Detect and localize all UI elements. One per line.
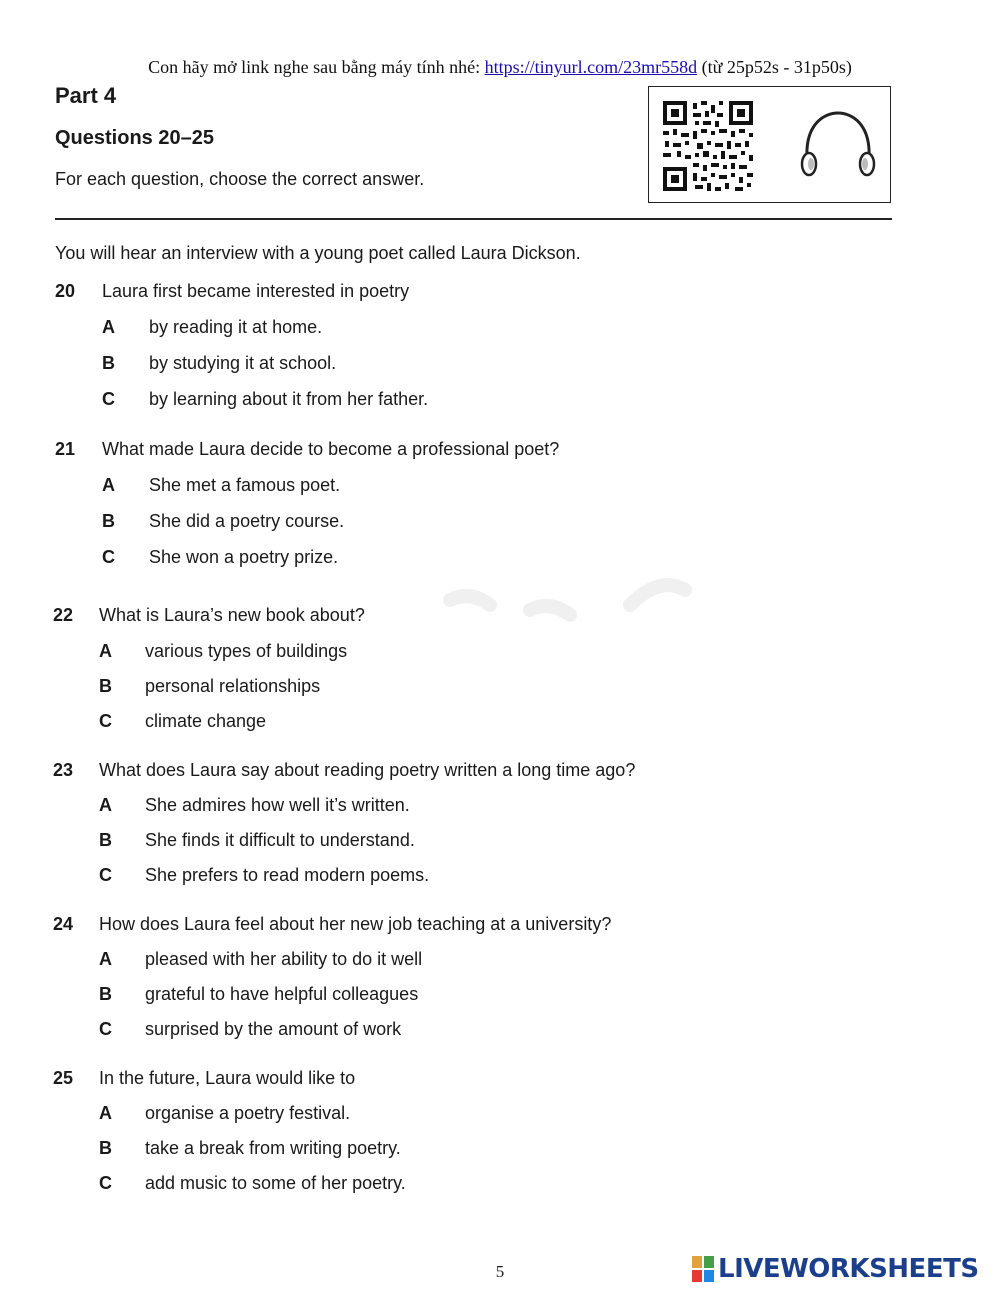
option-letter: C	[102, 389, 115, 409]
instruction-line	[0, 57, 1000, 78]
option-text: add music to some of her poetry.	[145, 1173, 406, 1193]
question-number: 22	[53, 605, 74, 625]
instruction-suffix: (từ 25p52s - 31p50s)	[697, 57, 852, 77]
question-stem: In the future, Laura would like to	[99, 1068, 356, 1088]
headphones-icon	[797, 109, 879, 179]
option-letter: A	[99, 795, 112, 815]
watermark-swoosh	[440, 570, 700, 630]
option-text: by learning about it from her father.	[149, 389, 429, 409]
question-stem: Laura first became interested in poetry	[102, 281, 410, 301]
brand-name: LIVEWORKSHEETS	[718, 1254, 979, 1284]
option-letter: A	[99, 641, 112, 661]
qr-code-icon[interactable]	[663, 101, 753, 191]
option-text: various types of buildings	[145, 641, 348, 661]
page-number: 5	[495, 1262, 505, 1281]
option-text: surprised by the amount of work	[145, 1019, 402, 1039]
option-letter: A	[99, 1103, 112, 1123]
option-letter: B	[99, 676, 112, 696]
option-letter: B	[99, 984, 112, 1004]
option-letter: C	[99, 865, 112, 885]
option-letter: A	[102, 475, 115, 495]
option-text: by studying it at school.	[149, 353, 337, 373]
option-text: grateful to have helpful colleagues	[145, 984, 419, 1004]
option-letter: A	[102, 317, 115, 337]
option-letter: B	[99, 1138, 112, 1158]
option-text: by reading it at home.	[149, 317, 323, 337]
questions-range: Questions 20–25	[55, 127, 214, 149]
question-number: 21	[55, 439, 76, 459]
option-text: She finds it difficult to understand.	[145, 830, 415, 850]
option-letter: C	[99, 1173, 112, 1193]
option-letter: B	[102, 511, 115, 531]
question-number: 25	[53, 1068, 74, 1088]
listening-intro: You will hear an interview with a young poet called Laura Dickson.	[55, 243, 581, 263]
audio-box	[648, 86, 891, 203]
option-text: She prefers to read modern poems.	[145, 865, 430, 885]
option-letter: A	[99, 949, 112, 969]
option-text: She won a poetry prize.	[149, 547, 339, 567]
question-number: 23	[53, 760, 74, 780]
question-number: 20	[55, 281, 76, 301]
option-letter: B	[102, 353, 115, 373]
option-text: She admires how well it’s written.	[145, 795, 410, 815]
option-text: organise a poetry festival.	[145, 1103, 351, 1123]
option-text: pleased with her ability to do it well	[145, 949, 423, 969]
question-stem: What made Laura decide to become a professional poet?	[102, 439, 560, 459]
question-stem: How does Laura feel about her new job teaching at a university?	[99, 914, 612, 934]
option-letter: C	[99, 711, 112, 731]
option-text: She met a famous poet.	[149, 475, 341, 495]
part-title: Part 4	[55, 83, 117, 108]
liveworksheets-brand[interactable]	[692, 1254, 979, 1284]
instruction-prefix: Con hãy mở link nghe sau bằng máy tính nhé:	[148, 57, 485, 77]
question-number: 24	[53, 914, 74, 934]
option-text: take a break from writing poetry.	[145, 1138, 401, 1158]
option-letter: C	[102, 547, 115, 567]
audio-link[interactable]: https://tinyurl.com/23mr558d	[484, 57, 698, 77]
task-instruction: For each question, choose the correct answer.	[55, 169, 425, 189]
option-letter: B	[99, 830, 112, 850]
question-stem: What is Laura’s new book about?	[99, 605, 365, 625]
option-text: personal relationships	[145, 676, 321, 696]
option-letter: C	[99, 1019, 112, 1039]
liveworksheets-logo-icon	[692, 1256, 714, 1282]
option-text: She did a poetry course.	[149, 511, 345, 531]
option-text: climate change	[145, 711, 267, 731]
header-divider	[55, 218, 892, 220]
question-stem: What does Laura say about reading poetry written a long time ago?	[99, 760, 636, 780]
